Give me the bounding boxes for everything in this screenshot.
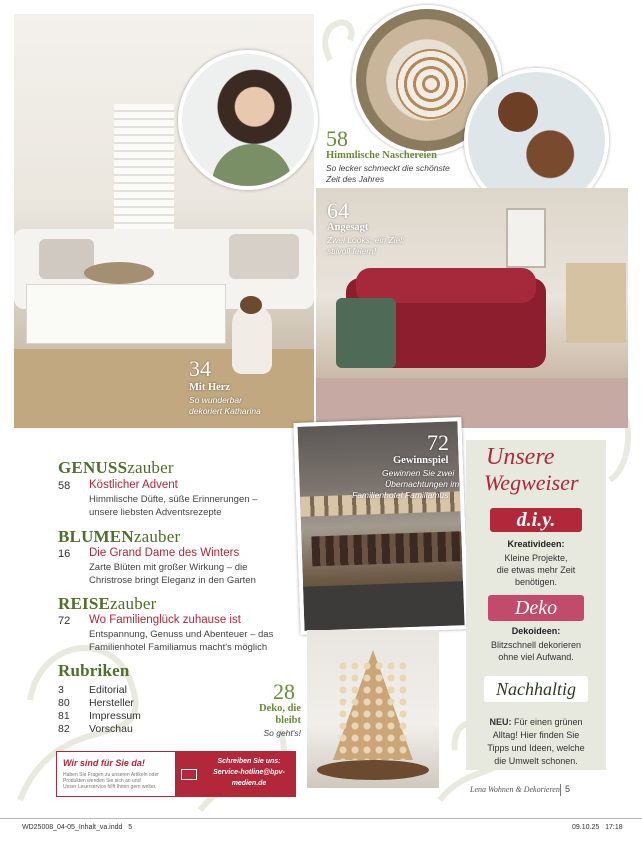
- sweets-title: Himmlische Naschereien: [326, 150, 437, 161]
- hotel-page-number: 72: [427, 430, 449, 455]
- diy-line-3: benötigen.: [514, 577, 558, 587]
- section-genuss-title-rest: zauber: [127, 458, 174, 477]
- section-reise-headline[interactable]: Wo Familienglück zuhause ist: [89, 614, 241, 626]
- diy-head: Kreativideen:: [507, 539, 565, 549]
- rubrik-row[interactable]: [58, 710, 141, 722]
- section-blumen-desc-1: Zarte Blüten mit großer Wirkung – die: [89, 562, 248, 573]
- cork-tree-title-2: bleibt: [275, 715, 301, 726]
- rubrik-row[interactable]: [58, 684, 127, 696]
- section-blumen-headline[interactable]: Die Grand Dame des Winters: [89, 547, 240, 559]
- diy-line-1: Kleine Projekte,: [504, 553, 568, 563]
- wegweiser-title-2: Wegweiser: [484, 470, 579, 495]
- section-blumen-title: [58, 527, 180, 547]
- section-reise-desc-1: Entspannung, Genuss und Abenteuer – das: [89, 629, 274, 640]
- diy-badge: d.i.y.: [490, 508, 582, 532]
- rubrik-row[interactable]: [58, 697, 134, 709]
- contact-cta[interactable]: [175, 752, 296, 796]
- deko-line-2: ohne viel Aufwand.: [498, 652, 574, 662]
- section-genuss-headline[interactable]: Köstlicher Advent: [89, 479, 178, 491]
- sofa-page-number: 64: [327, 198, 349, 223]
- deko-head: Dekoideen:: [511, 626, 561, 636]
- nachhaltig-head: NEU:: [489, 717, 512, 727]
- living-room-page-number: 34: [189, 356, 211, 381]
- contact-cta-2: Service-hotline@bpv-: [213, 769, 285, 776]
- hotel-sub-3: Familienhotel Familiamus: [352, 490, 449, 500]
- living-room-sub-2: dekoriert Katharina: [189, 406, 261, 416]
- sofa-sub-1: Zwei Looks, ein Ziel:: [327, 235, 405, 245]
- contact-small-1: Haben Sie Fragen zu unseren Artikeln oder: [63, 772, 159, 778]
- hotel-sub-2: Übernachtungen im: [385, 479, 460, 489]
- rubrik-num: 3: [58, 684, 64, 696]
- section-blumen-page: 16: [58, 548, 71, 560]
- rubrik-row[interactable]: [58, 723, 133, 735]
- rubrik-label: Vorschau: [89, 723, 133, 735]
- living-room-sub-1: So wunderbar: [189, 395, 242, 405]
- wegweiser-title-1: Unsere: [486, 444, 555, 470]
- section-reise-desc-2: Familienhotel Familiamus macht's möglich: [89, 642, 268, 653]
- nachhaltig-line-1: Alltag! Hier finden Sie: [492, 730, 580, 740]
- rubrik-label: Hersteller: [89, 697, 134, 709]
- section-blumen-title-rest: zauber: [133, 527, 181, 546]
- sweets-sub-2: Zeit des Jahres: [326, 174, 385, 184]
- crop-line: [0, 818, 642, 819]
- section-blumen-title-bold: BLUMEN: [58, 527, 134, 546]
- cork-tree-photo: [307, 630, 439, 788]
- section-reise-title-bold: REISE: [58, 594, 111, 613]
- cork-tree-page-number: 28: [273, 679, 295, 704]
- section-reise-title: [58, 594, 157, 614]
- nachhaltig-line-2: Tipps und Ideen, welche: [487, 743, 585, 753]
- section-reise-title-rest: zauber: [110, 594, 157, 613]
- contact-cta-1: Schreiben Sie uns:: [217, 758, 281, 765]
- rubrik-num: 82: [58, 723, 70, 735]
- section-genuss-title-bold: GENUSS: [58, 458, 128, 477]
- section-blumen-desc-2: Christrose bringt Eleganz in den Garten: [89, 575, 256, 586]
- hotel-title: Gewinnspiel: [393, 455, 449, 466]
- deko-line-1: Blitzschnell dekorieren: [490, 640, 582, 650]
- contact-small-2: Produkten wenden Sie sich an uns!: [63, 778, 142, 784]
- footer-divider: [560, 784, 561, 796]
- section-reise-page: 72: [58, 615, 71, 627]
- diy-line-2: die etwas mehr Zeit: [496, 565, 576, 575]
- deko-badge: Deko: [488, 595, 584, 621]
- section-genuss-title: [58, 458, 174, 478]
- magazine-name: Lena Wohnen & Dekorieren: [470, 785, 560, 794]
- contact-small-3: Unser Leserservice hilft Ihnen gern weiter.: [63, 784, 157, 790]
- contact-cta-3: medien.de: [231, 780, 267, 787]
- cork-tree-sub: So geht's!: [263, 728, 301, 738]
- wegweiser-card: [466, 440, 606, 770]
- mail-icon: [181, 769, 197, 780]
- cork-tree-title-1: Deko, die: [259, 703, 301, 714]
- rubrik-num: 80: [58, 697, 70, 709]
- rubrik-label: Impressum: [89, 710, 141, 722]
- section-genuss-page: 58: [58, 480, 71, 492]
- section-genuss-desc-2: unsere liebsten Adventsrezepte: [89, 507, 222, 518]
- portrait-photo: [178, 50, 318, 190]
- rubrik-num: 81: [58, 710, 70, 722]
- nachhaltig-line-0: [466, 716, 606, 729]
- contact-heading: Wir sind für Sie da!: [63, 758, 145, 768]
- section-genuss-desc-1: Himmlische Düfte, süße Erinnerungen –: [89, 494, 258, 505]
- nachhaltig-head-rest: Für einen grünen: [513, 717, 583, 727]
- nachhaltig-line-3: die Umwelt schonen.: [494, 756, 578, 766]
- file-name: WD25008_04-05_Inhalt_va.indd 5: [22, 824, 133, 831]
- rubriken-title: Rubriken: [58, 661, 130, 680]
- file-date: 09.10.25 17:18: [572, 824, 623, 831]
- contact-box: [56, 751, 296, 797]
- sweets-sub-1: So lecker schmeckt die schönste: [326, 163, 450, 173]
- rubrik-label: Editorial: [89, 684, 127, 696]
- page-number: 5: [565, 784, 571, 794]
- sofa-title: Angesagt: [327, 222, 369, 233]
- sweets-page-number: 58: [326, 126, 348, 151]
- nachhaltig-badge: Nachhaltig: [484, 676, 588, 702]
- hotel-sub-1: Gewinnen Sie zwei: [382, 468, 455, 478]
- sofa-sub-2: stilvoll feiern!: [327, 246, 377, 256]
- living-room-title: Mit Herz: [189, 382, 231, 393]
